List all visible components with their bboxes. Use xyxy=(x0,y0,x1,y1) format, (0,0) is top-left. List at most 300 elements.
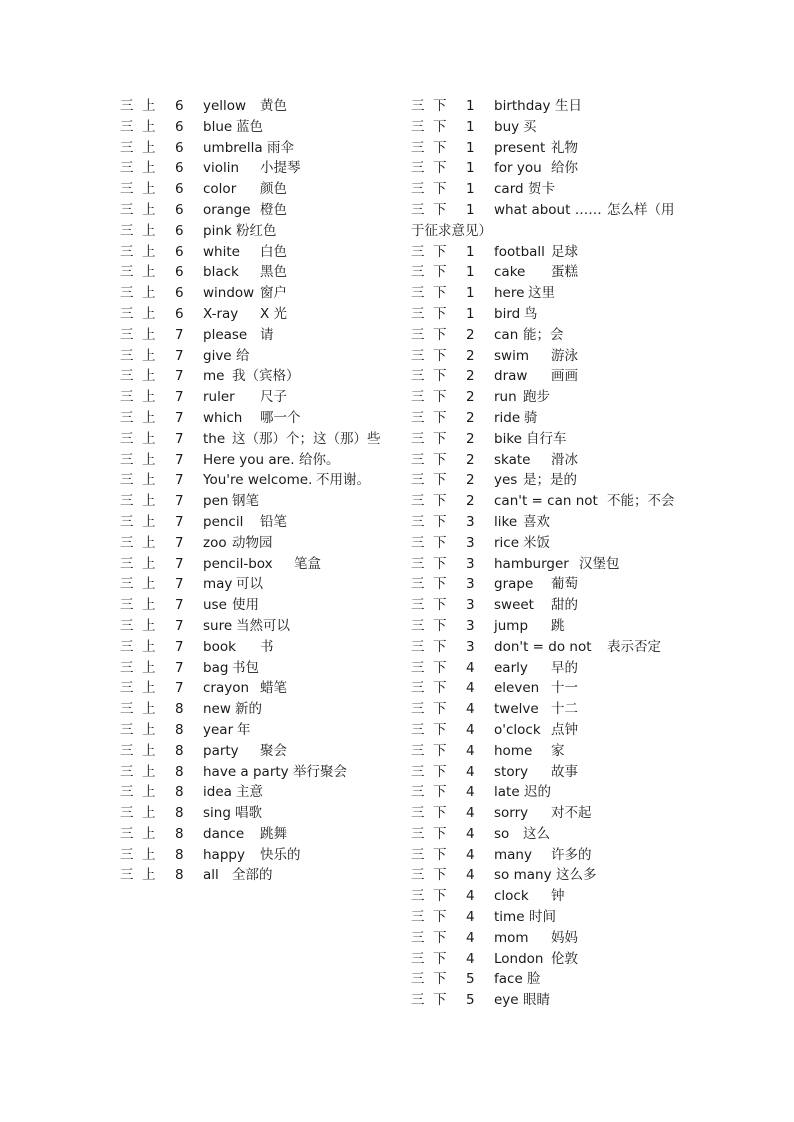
term-label: 下 xyxy=(433,181,447,198)
unit-number: 2 xyxy=(466,389,475,406)
chinese-meaning: 给你 xyxy=(551,160,578,177)
term-label: 下 xyxy=(433,368,447,385)
right-vocab-row xyxy=(411,179,701,200)
unit-number: 1 xyxy=(466,181,475,198)
unit-number: 2 xyxy=(466,430,475,447)
english-word: sure xyxy=(203,617,233,634)
grade-label: 三 xyxy=(411,347,425,364)
term-label: 下 xyxy=(433,493,447,510)
english-word: early xyxy=(494,659,528,676)
term-label: 上 xyxy=(142,721,156,738)
right-vocab-row xyxy=(411,304,701,325)
chinese-meaning: 时间 xyxy=(529,909,556,926)
term-label: 上 xyxy=(142,659,156,676)
chinese-meaning: 跳 xyxy=(551,617,565,634)
left-vocab-row xyxy=(120,221,400,242)
unit-number: 1 xyxy=(466,264,475,281)
left-vocab-row xyxy=(120,845,400,866)
grade-label: 三 xyxy=(411,638,425,655)
right-vocab-row xyxy=(411,429,701,450)
english-word: clock xyxy=(494,888,529,905)
chinese-meaning: 十一 xyxy=(551,680,578,697)
english-word: which xyxy=(203,409,243,426)
english-word: here xyxy=(494,285,525,302)
unit-number: 4 xyxy=(466,659,475,676)
chinese-meaning: 书包 xyxy=(232,659,259,676)
english-word: all xyxy=(203,867,219,884)
chinese-meaning: 不用谢。 xyxy=(316,472,370,489)
term-label: 上 xyxy=(142,805,156,822)
term-label: 上 xyxy=(142,430,156,447)
english-word: skate xyxy=(494,451,531,468)
left-vocab-row xyxy=(120,283,400,304)
unit-number: 1 xyxy=(466,305,475,322)
chinese-meaning: 是；是的 xyxy=(523,472,577,489)
term-label: 上 xyxy=(142,680,156,697)
term-label: 上 xyxy=(142,763,156,780)
grade-label: 三 xyxy=(411,326,425,343)
right-vocab-row xyxy=(411,658,701,679)
english-word: London xyxy=(494,950,544,967)
term-label: 下 xyxy=(433,451,447,468)
unit-number: 7 xyxy=(175,555,184,572)
unit-number: 6 xyxy=(175,160,184,177)
unit-number: 8 xyxy=(175,867,184,884)
term-label: 下 xyxy=(433,285,447,302)
english-word: like xyxy=(494,513,518,530)
chinese-meaning: 主意 xyxy=(236,784,263,801)
english-word: cake xyxy=(494,264,526,281)
unit-number: 7 xyxy=(175,680,184,697)
unit-number: 4 xyxy=(466,701,475,718)
term-label: 下 xyxy=(433,784,447,801)
english-word: swim xyxy=(494,347,529,364)
grade-label: 三 xyxy=(411,160,425,177)
left-vocab-row xyxy=(120,637,400,658)
chinese-meaning: 铅笔 xyxy=(260,513,287,530)
right-vocab-row xyxy=(411,158,701,179)
term-label: 上 xyxy=(142,347,156,364)
grade-label: 三 xyxy=(411,264,425,281)
term-label: 上 xyxy=(142,118,156,135)
left-vocab-row xyxy=(120,699,400,720)
term-label: 下 xyxy=(433,430,447,447)
term-label: 上 xyxy=(142,513,156,530)
left-vocab-row xyxy=(120,595,400,616)
grade-label: 三 xyxy=(411,576,425,593)
chinese-meaning: 不能；不会 xyxy=(607,493,675,510)
term-label: 下 xyxy=(433,950,447,967)
chinese-meaning: 动物园 xyxy=(232,534,273,551)
unit-number: 7 xyxy=(175,534,184,551)
grade-label: 三 xyxy=(411,430,425,447)
unit-number: 4 xyxy=(466,888,475,905)
unit-number: 4 xyxy=(466,742,475,759)
left-vocab-row xyxy=(120,678,400,699)
chinese-meaning: 买 xyxy=(523,118,537,135)
chinese-meaning: 对不起 xyxy=(551,805,592,822)
right-vocab-row xyxy=(411,762,701,783)
english-word: home xyxy=(494,742,533,759)
chinese-meaning: 快乐的 xyxy=(260,846,301,863)
unit-number: 8 xyxy=(175,805,184,822)
term-label: 上 xyxy=(142,576,156,593)
english-word: may xyxy=(203,576,233,593)
english-word: o'clock xyxy=(494,721,541,738)
term-label: 下 xyxy=(433,243,447,260)
grade-label: 三 xyxy=(120,368,134,385)
english-word: sweet xyxy=(494,597,534,614)
unit-number: 1 xyxy=(466,243,475,260)
right-vocab-row xyxy=(411,969,701,990)
chinese-meaning: 雨伞 xyxy=(267,139,294,156)
grade-label: 三 xyxy=(120,409,134,426)
term-label: 上 xyxy=(142,305,156,322)
grade-label: 三 xyxy=(411,680,425,697)
left-vocab-row xyxy=(120,782,400,803)
left-vocab-row xyxy=(120,491,400,512)
left-vocab-row xyxy=(120,346,400,367)
english-word: Here you are. xyxy=(203,451,295,468)
right-vocab-row xyxy=(411,96,701,117)
english-word: birthday xyxy=(494,98,551,114)
chinese-meaning: 礼物 xyxy=(551,139,578,156)
chinese-meaning: 给你。 xyxy=(299,451,340,468)
unit-number: 2 xyxy=(466,409,475,426)
grade-label: 三 xyxy=(120,118,134,135)
term-label: 下 xyxy=(433,701,447,718)
term-label: 上 xyxy=(142,201,156,218)
english-word: many xyxy=(494,846,532,863)
left-vocab-row xyxy=(120,429,400,450)
chinese-meaning: 鸟 xyxy=(524,305,538,322)
grade-label: 三 xyxy=(120,638,134,655)
chinese-meaning: 这么 xyxy=(523,825,550,842)
unit-number: 1 xyxy=(466,139,475,156)
grade-label: 三 xyxy=(411,368,425,385)
chinese-meaning: 尺子 xyxy=(260,389,287,406)
grade-label: 三 xyxy=(411,513,425,530)
chinese-meaning: 足球 xyxy=(551,243,578,260)
unit-number: 4 xyxy=(466,929,475,946)
unit-number: 6 xyxy=(175,98,184,114)
english-word: use xyxy=(203,597,227,614)
left-vocab-row xyxy=(120,179,400,200)
left-vocab-row xyxy=(120,512,400,533)
english-word: eleven xyxy=(494,680,540,697)
gloss-continuation: 于征求意见） xyxy=(411,222,492,239)
unit-number: 8 xyxy=(175,763,184,780)
chinese-meaning: 故事 xyxy=(551,763,578,780)
term-label: 下 xyxy=(433,139,447,156)
unit-number: 1 xyxy=(466,118,475,135)
grade-label: 三 xyxy=(120,784,134,801)
unit-number: 8 xyxy=(175,742,184,759)
right-vocab-row xyxy=(411,470,701,491)
grade-label: 三 xyxy=(120,181,134,198)
grade-label: 三 xyxy=(411,763,425,780)
grade-label: 三 xyxy=(120,805,134,822)
chinese-meaning: 使用 xyxy=(232,597,259,614)
grade-label: 三 xyxy=(411,617,425,634)
left-vocab-row xyxy=(120,533,400,554)
english-word: buy xyxy=(494,118,520,135)
unit-number: 4 xyxy=(466,805,475,822)
english-word: bike xyxy=(494,430,522,447)
right-vocab-row xyxy=(411,845,701,866)
grade-label: 三 xyxy=(120,701,134,718)
right-vocab-row xyxy=(411,221,701,242)
grade-label: 三 xyxy=(411,971,425,988)
english-word: year xyxy=(203,721,234,738)
english-word: white xyxy=(203,243,240,260)
english-word: run xyxy=(494,389,517,406)
term-label: 下 xyxy=(433,347,447,364)
term-label: 下 xyxy=(433,929,447,946)
left-vocab-row xyxy=(120,138,400,159)
right-vocab-row xyxy=(411,387,701,408)
unit-number: 8 xyxy=(175,846,184,863)
chinese-meaning: 蛋糕 xyxy=(551,264,578,281)
unit-number: 4 xyxy=(466,825,475,842)
grade-label: 三 xyxy=(411,181,425,198)
grade-label: 三 xyxy=(411,950,425,967)
unit-number: 2 xyxy=(466,347,475,364)
term-label: 上 xyxy=(142,701,156,718)
right-vocab-row xyxy=(411,803,701,824)
chinese-meaning: 自行车 xyxy=(526,430,567,447)
chinese-meaning: 橙色 xyxy=(260,201,287,218)
grade-label: 三 xyxy=(120,742,134,759)
grade-label: 三 xyxy=(120,201,134,218)
grade-label: 三 xyxy=(120,493,134,510)
unit-number: 7 xyxy=(175,659,184,676)
english-word: blue xyxy=(203,118,233,135)
term-label: 下 xyxy=(433,472,447,489)
term-label: 下 xyxy=(433,888,447,905)
unit-number: 4 xyxy=(466,721,475,738)
grade-label: 三 xyxy=(411,909,425,926)
term-label: 上 xyxy=(142,493,156,510)
unit-number: 1 xyxy=(466,160,475,177)
right-vocab-row xyxy=(411,346,701,367)
unit-number: 7 xyxy=(175,347,184,364)
term-label: 上 xyxy=(142,326,156,343)
chinese-meaning: 小提琴 xyxy=(260,160,301,177)
term-label: 上 xyxy=(142,784,156,801)
chinese-meaning: 妈妈 xyxy=(551,929,578,946)
english-word: the xyxy=(203,430,226,447)
english-word: bird xyxy=(494,305,521,322)
english-word: please xyxy=(203,326,248,343)
grade-label: 三 xyxy=(120,243,134,260)
term-label: 下 xyxy=(433,763,447,780)
right-vocab-row xyxy=(411,574,701,595)
term-label: 下 xyxy=(433,409,447,426)
unit-number: 3 xyxy=(466,513,475,530)
chinese-meaning: 早的 xyxy=(551,659,578,676)
english-word: book xyxy=(203,638,236,655)
english-word: football xyxy=(494,243,545,260)
grade-label: 三 xyxy=(120,867,134,884)
english-word: give xyxy=(203,347,232,364)
chinese-meaning: 眼睛 xyxy=(523,992,550,1009)
grade-label: 三 xyxy=(411,805,425,822)
term-label: 上 xyxy=(142,617,156,634)
grade-label: 三 xyxy=(411,389,425,406)
right-vocab-row xyxy=(411,990,701,1011)
english-word: rice xyxy=(494,534,520,551)
chinese-meaning: 点钟 xyxy=(551,721,578,738)
unit-number: 1 xyxy=(466,285,475,302)
right-vocab-row xyxy=(411,637,701,658)
unit-number: 7 xyxy=(175,451,184,468)
term-label: 下 xyxy=(433,118,447,135)
term-label: 上 xyxy=(142,409,156,426)
right-vocab-row xyxy=(411,865,701,886)
unit-number: 4 xyxy=(466,784,475,801)
grade-label: 三 xyxy=(411,555,425,572)
unit-number: 3 xyxy=(466,555,475,572)
right-vocab-row xyxy=(411,408,701,429)
left-vocab-row xyxy=(120,304,400,325)
chinese-meaning: 伦敦 xyxy=(551,950,578,967)
left-vocab-row xyxy=(120,554,400,575)
grade-label: 三 xyxy=(411,929,425,946)
unit-number: 7 xyxy=(175,409,184,426)
unit-number: 7 xyxy=(175,638,184,655)
chinese-meaning: 表示否定 xyxy=(607,638,661,655)
term-label: 上 xyxy=(142,368,156,385)
grade-label: 三 xyxy=(411,409,425,426)
english-word: black xyxy=(203,264,239,281)
english-word: don't = do not xyxy=(494,638,592,655)
unit-number: 7 xyxy=(175,513,184,530)
grade-label: 三 xyxy=(411,534,425,551)
english-word: X-ray xyxy=(203,305,239,322)
right-vocab-row xyxy=(411,720,701,741)
term-label: 上 xyxy=(142,825,156,842)
grade-label: 三 xyxy=(120,680,134,697)
unit-number: 7 xyxy=(175,430,184,447)
left-vocab-row xyxy=(120,387,400,408)
unit-number: 6 xyxy=(175,201,184,218)
grade-label: 三 xyxy=(411,285,425,302)
right-vocab-row xyxy=(411,262,701,283)
unit-number: 2 xyxy=(466,451,475,468)
chinese-meaning: 黄色 xyxy=(260,98,287,114)
chinese-meaning: 生日 xyxy=(555,98,582,114)
chinese-meaning: 钢笔 xyxy=(232,493,259,510)
unit-number: 3 xyxy=(466,597,475,614)
english-word: party xyxy=(203,742,239,759)
unit-number: 8 xyxy=(175,721,184,738)
right-vocab-row xyxy=(411,512,701,533)
chinese-meaning: 年 xyxy=(237,721,251,738)
unit-number: 7 xyxy=(175,326,184,343)
unit-number: 6 xyxy=(175,181,184,198)
term-label: 下 xyxy=(433,742,447,759)
term-label: 上 xyxy=(142,638,156,655)
term-label: 下 xyxy=(433,597,447,614)
grade-label: 三 xyxy=(120,326,134,343)
english-word: sing xyxy=(203,805,231,822)
right-vocab-row xyxy=(411,138,701,159)
english-word: zoo xyxy=(203,534,227,551)
left-vocab-row xyxy=(120,824,400,845)
english-word: mom xyxy=(494,929,529,946)
grade-label: 三 xyxy=(120,825,134,842)
grade-label: 三 xyxy=(411,139,425,156)
english-word: yes xyxy=(494,472,518,489)
grade-label: 三 xyxy=(120,763,134,780)
term-label: 下 xyxy=(433,98,447,114)
left-vocab-row xyxy=(120,616,400,637)
term-label: 下 xyxy=(433,638,447,655)
english-word: can't = can not xyxy=(494,493,598,510)
chinese-meaning: 画画 xyxy=(551,368,578,385)
english-word: pencil-box xyxy=(203,555,273,572)
chinese-meaning: 能；会 xyxy=(523,326,564,343)
chinese-meaning: 跑步 xyxy=(523,389,550,406)
unit-number: 8 xyxy=(175,701,184,718)
term-label: 下 xyxy=(433,825,447,842)
right-vocab-row xyxy=(411,782,701,803)
right-vocab-row xyxy=(411,824,701,845)
term-label: 上 xyxy=(142,98,156,114)
chinese-meaning: 新的 xyxy=(235,701,262,718)
unit-number: 2 xyxy=(466,472,475,489)
unit-number: 6 xyxy=(175,118,184,135)
term-label: 上 xyxy=(142,555,156,572)
english-word: can xyxy=(494,326,519,343)
term-label: 下 xyxy=(433,201,447,218)
unit-number: 2 xyxy=(466,326,475,343)
chinese-meaning: 许多的 xyxy=(551,846,592,863)
chinese-meaning: 可以 xyxy=(236,576,263,593)
unit-number: 4 xyxy=(466,680,475,697)
grade-label: 三 xyxy=(411,846,425,863)
chinese-meaning: 举行聚会 xyxy=(293,763,347,780)
unit-number: 1 xyxy=(466,201,475,218)
unit-number: 3 xyxy=(466,638,475,655)
term-label: 上 xyxy=(142,222,156,239)
chinese-meaning: X 光 xyxy=(260,305,288,322)
grade-label: 三 xyxy=(120,389,134,406)
unit-number: 7 xyxy=(175,472,184,489)
unit-number: 6 xyxy=(175,264,184,281)
term-label: 下 xyxy=(433,264,447,281)
chinese-meaning: 骑 xyxy=(524,409,538,426)
grade-label: 三 xyxy=(120,721,134,738)
chinese-meaning: 家 xyxy=(551,742,565,759)
chinese-meaning: 蜡笔 xyxy=(260,680,287,697)
english-word: window xyxy=(203,285,255,302)
term-label: 上 xyxy=(142,243,156,260)
unit-number: 2 xyxy=(466,368,475,385)
chinese-meaning: 十二 xyxy=(551,701,578,718)
grade-label: 三 xyxy=(120,513,134,530)
english-word: pencil xyxy=(203,513,244,530)
right-vocab-row xyxy=(411,366,701,387)
right-vocab-row xyxy=(411,283,701,304)
grade-label: 三 xyxy=(411,201,425,218)
unit-number: 3 xyxy=(466,617,475,634)
term-label: 上 xyxy=(142,285,156,302)
unit-number: 1 xyxy=(466,98,475,114)
chinese-meaning: 怎么样（用 xyxy=(607,201,675,218)
grade-label: 三 xyxy=(120,451,134,468)
